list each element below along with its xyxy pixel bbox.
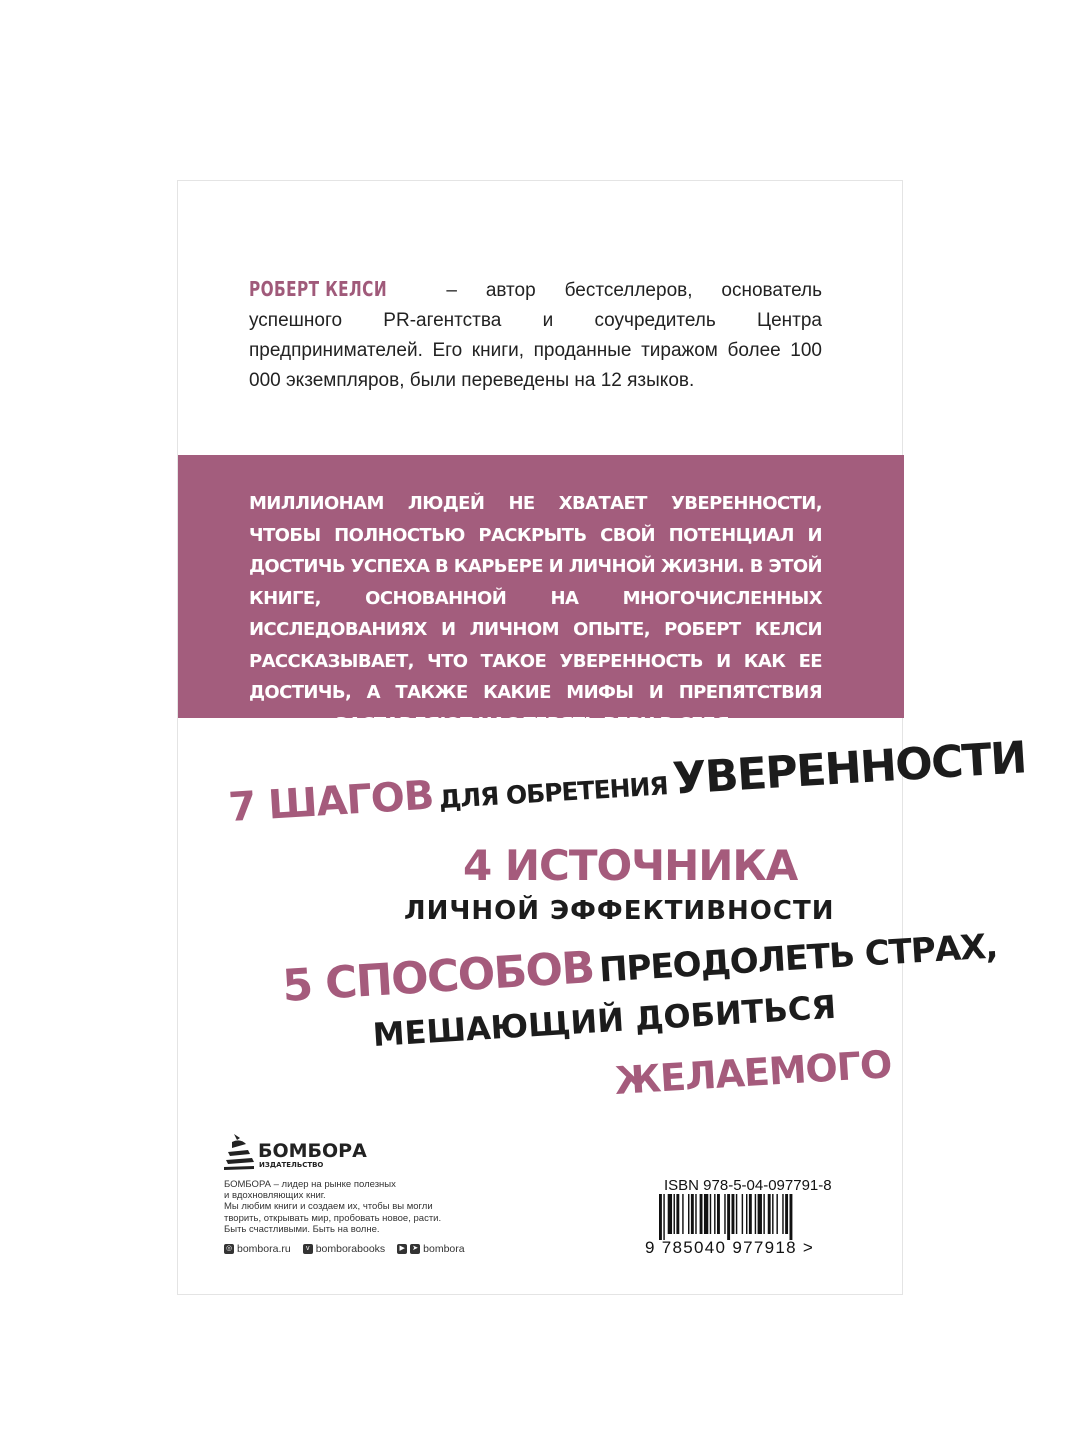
globe-icon: ◎ — [225, 1245, 233, 1252]
tagline-line: творить, открывать мир, пробовать новое, расти. — [224, 1212, 442, 1224]
publisher-sub: ИЗДАТЕЛЬСТВО — [259, 1161, 324, 1169]
barcode-bar — [691, 1194, 694, 1234]
highlight-ways-line2: МЕШАЮЩИЙ ДОБИТЬСЯ — [371, 987, 838, 1054]
barcode-bar — [790, 1194, 793, 1240]
publisher-logo — [224, 1132, 424, 1172]
barcode-bar — [776, 1194, 777, 1234]
barcode-bar — [768, 1194, 771, 1234]
barcode — [645, 1194, 845, 1240]
social-vk-label: bomborabooks — [315, 1243, 386, 1255]
highlight-ways-line3: ЖЕЛАЕМОГО — [613, 1042, 893, 1103]
barcode-bar — [772, 1194, 773, 1234]
vk-icon: v — [303, 1244, 313, 1254]
highlight-sources-sub: ЛИЧНОЙ ЭФФЕКТИВНОСТИ — [404, 896, 835, 926]
barcode-bar — [785, 1194, 788, 1234]
barcode-bar — [714, 1194, 715, 1234]
barcode-bar — [710, 1194, 711, 1234]
author-bio — [249, 274, 822, 396]
barcode-bar — [700, 1194, 703, 1234]
description-text: МИЛЛИОНАМ ЛЮДЕЙ НЕ ХВАТАЕТ УВЕРЕННОСТИ, ЧТОБЫ ПОЛНОСТЬЮ РАСКРЫТЬ СВОЙ ПОТЕНЦИАЛ И ДОСТИЧЬ УСПЕХА В КАРЬЕРЕ И ЛИЧНОЙ ЖИЗНИ. В ЭТОЙ КНИГЕ, ОСНОВАННОЙ НА МНОГОЧИСЛЕННЫХ ИССЛЕДОВАНИЯХ И ЛИЧНОМ ОПЫТЕ, РОБЕРТ КЕЛСИ РАССКАЗЫВАЕТ, ЧТО ТАКОЕ УВЕРЕННОСТЬ И КАК ЕЕ ДОСТИЧЬ, А ТАКЖЕ КАКИЕ МИФЫ И ПРЕПЯТСТВИЯ ЗАСТАВЛЯЮТ НАС ТЕРЯТЬ ВЕРУ В СЕБЯ. — [249, 493, 822, 735]
social-site-label: bombora.ru — [237, 1243, 291, 1255]
tagline-line: БОМБОРА – лидер на рынке полезных — [224, 1179, 396, 1190]
youtube-icon: ▶ — [397, 1244, 407, 1254]
author-name: РОБЕРТ КЕЛСИ — [249, 277, 388, 301]
barcode-bar — [674, 1194, 675, 1234]
highlight-steps-mid: ДЛЯ ОБРЕТЕНИЯ — [438, 771, 669, 815]
barcode-bar — [746, 1194, 747, 1234]
description-band — [178, 455, 904, 735]
barcode-bar — [704, 1194, 708, 1234]
highlight-ways-text: ПРЕОДОЛЕТЬ СТРАХ, — [598, 926, 999, 991]
tagline-line: Быть счастливыми. Быть на волне. — [224, 1223, 380, 1235]
barcode-bar — [782, 1194, 783, 1234]
highlight-steps — [227, 732, 1027, 832]
highlight-ways-number: 5 СПОСОБОВ — [280, 942, 596, 1012]
barcode-bar — [717, 1194, 720, 1234]
highlight-ways — [281, 917, 999, 1012]
tagline-line: и вдохновляющих книг. — [224, 1190, 326, 1202]
barcode-bar — [755, 1194, 756, 1234]
publisher-name: БОМБОРА — [258, 1140, 367, 1162]
barcode-bar — [688, 1194, 689, 1234]
barcode-bar — [695, 1194, 696, 1234]
barcode-bar — [742, 1194, 743, 1234]
social-other-label: bombora — [423, 1243, 465, 1255]
barcode-bar — [732, 1194, 735, 1234]
publisher-tagline — [224, 1179, 474, 1235]
highlight-steps-big: УВЕРЕННОСТИ — [671, 732, 1028, 805]
highlight-sources: 4 ИСТОЧНИКА — [463, 841, 798, 890]
isbn-label: ISBN 978-5-04-097791-8 — [664, 1177, 832, 1194]
publisher-socials — [224, 1243, 465, 1255]
social-site[interactable] — [224, 1243, 291, 1255]
barcode-bar — [763, 1194, 764, 1234]
barcode-bar — [727, 1194, 730, 1240]
barcode-bar — [682, 1194, 683, 1234]
barcode-bar — [724, 1194, 725, 1234]
barcode-digits: 9 785040 977918 > — [645, 1238, 815, 1257]
telegram-icon: ➤ — [410, 1244, 420, 1254]
barcode-bar — [676, 1194, 679, 1234]
social-other[interactable] — [397, 1243, 464, 1255]
book-back-cover — [177, 180, 1028, 1295]
social-vk[interactable] — [303, 1243, 385, 1255]
bombora-logo-icon — [224, 1132, 256, 1170]
barcode-bar — [736, 1194, 737, 1234]
barcode-bar — [663, 1194, 664, 1240]
barcode-bar — [758, 1194, 762, 1234]
barcode-bar — [659, 1194, 662, 1240]
author-bio-text: – автор бестселлеров, основатель успешного PR-агентства и соучредитель Центра предпринимателей. Его книги, проданные тиражом более 100 000 экземпляров, были переведены на 12 языков. — [249, 280, 822, 391]
highlight-steps-number: 7 ШАГОВ — [227, 772, 435, 832]
tagline-line: Мы любим книги и создаем их, чтобы вы могли — [224, 1201, 433, 1213]
barcode-bar — [668, 1194, 672, 1234]
barcode-bar — [749, 1194, 752, 1234]
